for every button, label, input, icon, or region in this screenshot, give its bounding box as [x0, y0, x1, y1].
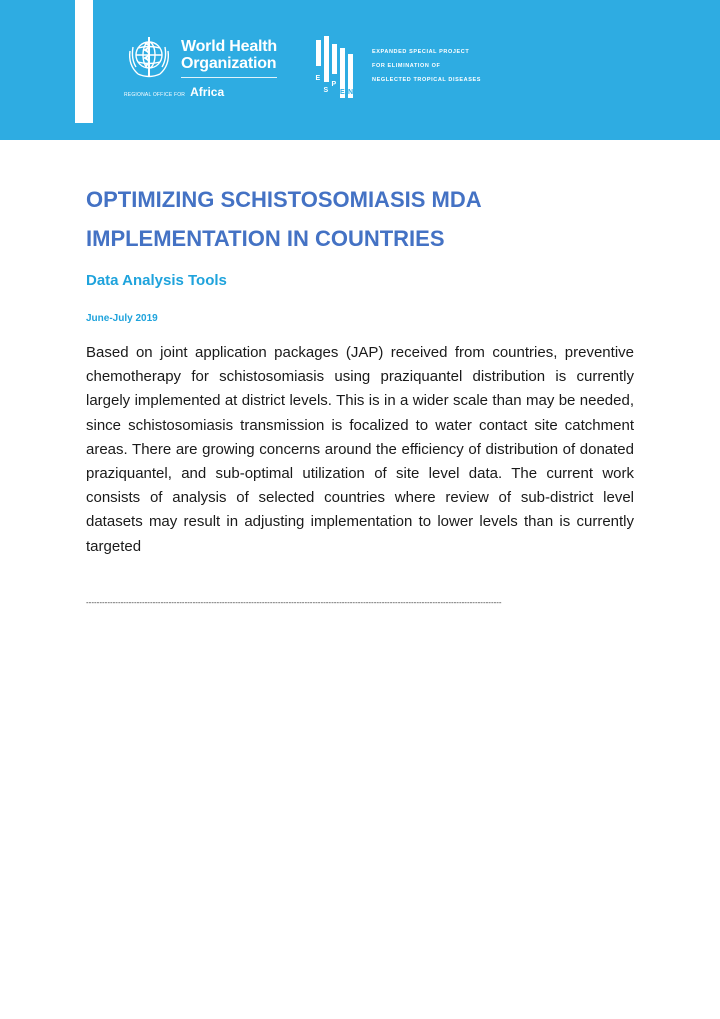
dashed-separator: ------------------------------------------------------------------------------------------------------------------------------------------------------------ — [86, 598, 502, 607]
document-subtitle: Data Analysis Tools — [86, 272, 227, 289]
header-band — [0, 0, 720, 140]
who-emblem-icon — [124, 33, 174, 81]
espen-line-3: NEGLECTED TROPICAL DISEASES — [372, 77, 481, 83]
espen-logo-icon — [314, 36, 360, 98]
who-rule — [181, 77, 277, 78]
espen-letter-e2: E — [340, 89, 345, 96]
espen-line-2: FOR ELIMINATION OF — [372, 63, 441, 69]
espen-letter-e: E — [315, 75, 321, 82]
espen-letter-p: P — [331, 81, 337, 88]
white-tab — [75, 0, 93, 123]
who-line-2: Organization — [181, 55, 277, 72]
document-body: Based on joint application packages (JAP) received from countries, preventive chemotherapy for schistosomiasis using praziquantel distribution is currently largely implemented at district levels. This is in a wider scale than may be needed, since schistosomiasis transmission is focalized to water contact site catchment areas. There are growing concerns around the efficiency of distribution of donated praziquantel, and sub-optimal utilization of site level data. The current work consists of analysis of selected countries where review of sub-district level datasets may result in adjusting implementation to lower levels than is currently targeted — [86, 344, 634, 555]
who-line-1: World Health — [181, 38, 277, 55]
who-region — [124, 85, 224, 99]
espen-logo-text — [372, 45, 481, 87]
espen-line-1: EXPANDED SPECIAL PROJECT — [372, 49, 470, 55]
espen-letter-n: N — [348, 89, 354, 96]
who-region-name: Africa — [190, 85, 225, 99]
who-region-prefix: REGIONAL OFFICE FOR — [124, 92, 186, 98]
who-logo-text — [181, 38, 277, 72]
espen-letter-s: S — [323, 87, 329, 94]
document-date: June-July 2019 — [86, 313, 158, 324]
document-title: OPTIMIZING SCHISTOSOMIASIS MDA IMPLEMENTATION IN COUNTRIES — [86, 187, 481, 251]
